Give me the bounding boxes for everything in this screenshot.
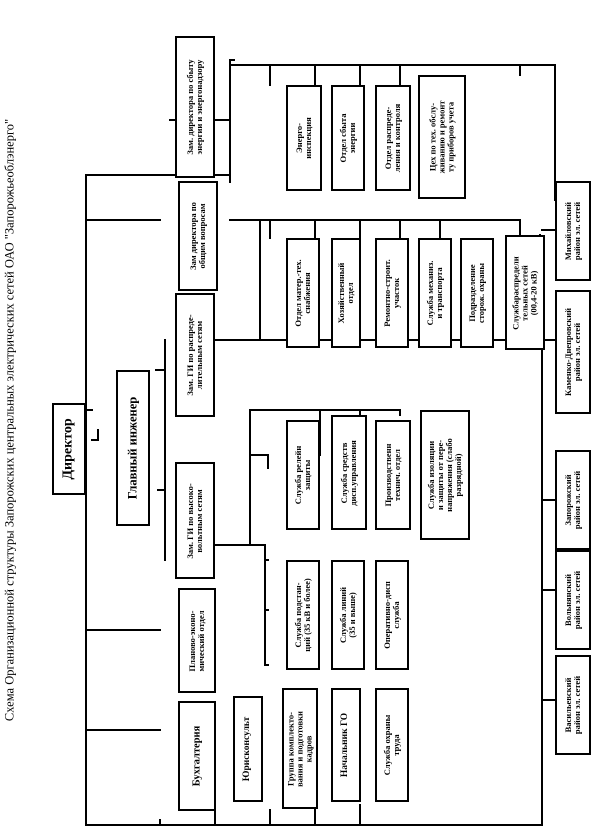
relay-protection-label: Служба релейн защиты: [293, 445, 312, 505]
economic-dept-label: Хозяйственный отдел: [336, 262, 355, 324]
lines-service-box: [331, 560, 365, 670]
deputy-hv-label: Зам. ГИ по высоко- вольтным сетям: [185, 482, 204, 559]
civil-defense-label: Начальник ГО: [340, 712, 351, 778]
repair-unit-box: [375, 238, 409, 348]
planning-dept-box: [178, 588, 216, 693]
accounting-box: [178, 701, 216, 811]
dispatch-control-box: [331, 415, 367, 530]
kamenko-district-box: [555, 290, 591, 414]
repair-unit-label: Ремонтно-строит. участок: [382, 259, 401, 327]
isolation-service-box: [420, 410, 470, 540]
deputy-general-box: [178, 181, 218, 291]
mikhailovsky-district-label: Михайловский район эл. сетей: [563, 201, 582, 261]
chief-engineer-box: [116, 370, 150, 526]
production-dept-label: Производственн технич. отдел: [383, 443, 402, 507]
mechanization-box: [418, 238, 452, 348]
material-supply-box: [286, 238, 320, 348]
zaporozhsky-district-box: [555, 450, 591, 550]
director-box: [52, 403, 86, 495]
deputy-hv-box: [175, 462, 215, 579]
dispatch-control-label: Служба средств дисп.управления: [339, 439, 358, 506]
distribution-control-dept-box: [375, 85, 411, 191]
deputy-distribution-label: Зам. ГИ по распреде- лительным сетям: [185, 314, 204, 396]
sales-dept-label: Отдел сбыта энергии: [338, 113, 357, 163]
deputy-distribution-box: [175, 293, 215, 417]
substation-service-label: Служба подстан- ций (35 кВ и более): [293, 578, 312, 652]
material-supply-label: Отдел матер.-тех. снабжения: [293, 259, 312, 327]
mikhailovsky-district-box: [555, 181, 591, 281]
dispatch-service-box: [375, 560, 409, 670]
deputy-energy-box: [175, 36, 215, 178]
chief-engineer-label: Главный инженер: [125, 396, 140, 500]
deputy-general-label: Зам директора по общим вопросам: [188, 202, 207, 270]
metering-workshop-box: [418, 75, 466, 199]
planning-dept-label: Планово-эконо- мический отдел: [187, 610, 206, 671]
distribution-service-label: Службараспредели тельных сетей (00,4-20 кВ): [510, 255, 539, 330]
sales-dept-box: [331, 85, 365, 191]
distribution-service-box: [505, 235, 545, 350]
economic-dept-box: [331, 238, 361, 348]
volnyansky-district-box: [555, 550, 591, 650]
relay-protection-box: [286, 420, 320, 530]
legal-box: [233, 696, 263, 802]
dispatch-service-label: Оперативно-дисп служба: [382, 581, 401, 649]
labor-safety-box: [375, 688, 409, 802]
lines-service-label: Служба линий (35 и выше): [338, 586, 357, 644]
personnel-group-box: [282, 688, 318, 809]
deputy-energy-label: Зам. директора по сбыту энергии и энергонадзору: [185, 59, 204, 155]
director-label: Директор: [60, 418, 76, 480]
energy-inspection-box: [286, 85, 322, 191]
energy-inspection-label: Энерго- инспекция: [294, 117, 313, 159]
security-unit-label: Подразделение сторож. охраны: [467, 262, 486, 324]
isolation-service-label: Служба изоляции и защиты от пере- напряжения (слабо разрядной): [426, 438, 463, 512]
metering-workshop-label: Цех по тех. обслу- живанию и ремонт ту приборов учета: [427, 100, 456, 174]
distribution-control-dept-label: Отдел распреде- ления и контроля: [383, 103, 402, 173]
volnyansky-district-label: Вольнянский район эл. сетей: [563, 570, 582, 630]
accounting-label: Бухгалтерия: [191, 725, 203, 787]
labor-safety-label: Служба охраны труда: [382, 714, 401, 776]
security-unit-box: [460, 238, 494, 348]
zaporozhsky-district-label: Запорожский район эл. сетей: [563, 470, 582, 530]
mechanization-label: Служба механиз. и транспорта: [425, 260, 444, 326]
chart-title: Схема Организационной структуры Запорожских центральных электрических сетей ОАО "Запорожьеоблэнерго": [2, 118, 17, 722]
vasilievsky-district-label: Васильевский район эл. сетей: [563, 675, 582, 735]
personnel-group-label: Группа комплекто- вания и подготовки кадров: [285, 710, 314, 787]
vasilievsky-district-box: [555, 655, 591, 755]
production-dept-box: [375, 420, 411, 530]
substation-service-box: [286, 560, 320, 670]
chart-title-strip: [0, 0, 20, 839]
kamenko-district-label: Каменко-Днепровский район эл. сетей: [563, 308, 582, 396]
civil-defense-box: [331, 688, 361, 802]
legal-label: Юрисконсульт: [242, 716, 253, 782]
